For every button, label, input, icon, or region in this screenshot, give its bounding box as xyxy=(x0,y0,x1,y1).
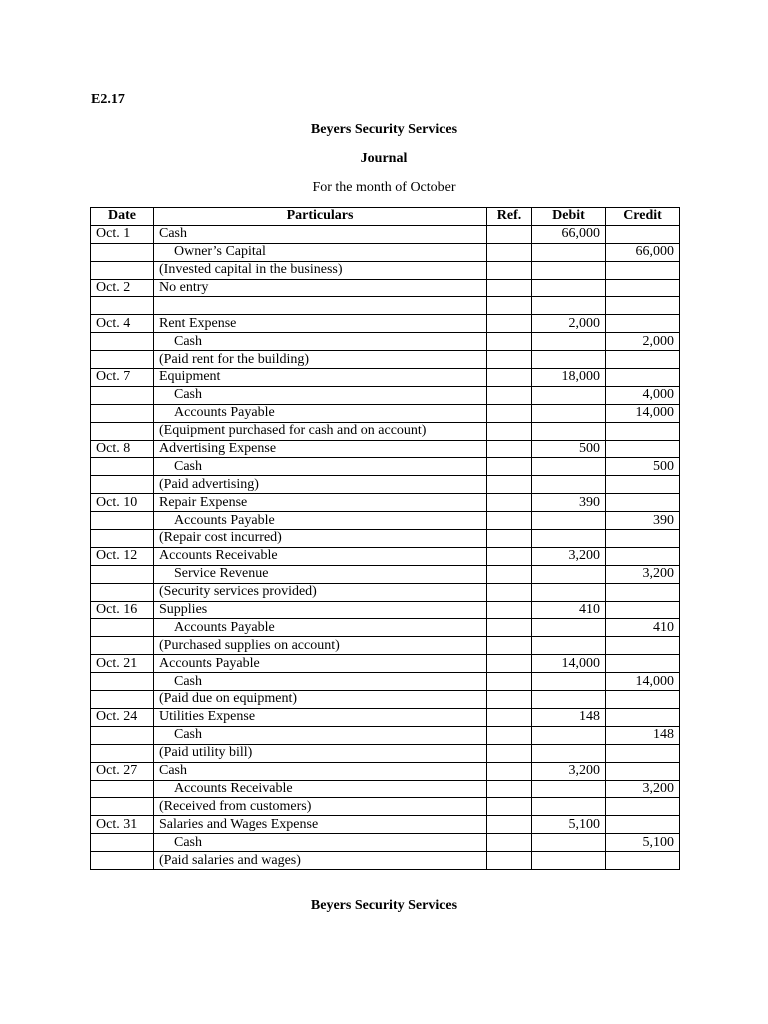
debit-cell xyxy=(532,351,606,369)
header-particulars: Particulars xyxy=(154,208,487,226)
journal-row xyxy=(91,243,680,261)
date-cell xyxy=(91,637,154,655)
particulars-cell: (Paid rent for the building) xyxy=(154,351,487,369)
debit-cell: 390 xyxy=(532,494,606,512)
ref-cell xyxy=(487,333,532,351)
debit-cell xyxy=(532,744,606,762)
debit-cell: 500 xyxy=(532,440,606,458)
credit-cell xyxy=(606,494,680,512)
debit-cell xyxy=(532,637,606,655)
ref-cell xyxy=(487,386,532,404)
credit-cell xyxy=(606,530,680,548)
journal-row xyxy=(91,494,680,512)
particulars-cell: (Paid salaries and wages) xyxy=(154,852,487,870)
particulars-cell: Owner’s Capital xyxy=(154,243,487,261)
debit-cell: 2,000 xyxy=(532,315,606,333)
journal-row xyxy=(91,726,680,744)
ref-cell xyxy=(487,798,532,816)
date-cell xyxy=(91,458,154,476)
debit-cell: 3,200 xyxy=(532,547,606,565)
header-ref: Ref. xyxy=(487,208,532,226)
debit-cell xyxy=(532,530,606,548)
journal-row xyxy=(91,225,680,243)
particulars-cell: Cash xyxy=(154,225,487,243)
particulars-cell: Accounts Receivable xyxy=(154,547,487,565)
date-cell xyxy=(91,351,154,369)
journal-row xyxy=(91,673,680,691)
ref-cell xyxy=(487,404,532,422)
journal-header-row xyxy=(91,208,680,226)
particulars-cell: Supplies xyxy=(154,601,487,619)
debit-cell xyxy=(532,333,606,351)
ref-cell xyxy=(487,601,532,619)
ref-cell xyxy=(487,494,532,512)
debit-cell xyxy=(532,780,606,798)
date-cell xyxy=(91,673,154,691)
ref-cell xyxy=(487,351,532,369)
date-cell xyxy=(91,422,154,440)
debit-cell xyxy=(532,261,606,279)
date-cell xyxy=(91,530,154,548)
journal-row xyxy=(91,404,680,422)
particulars-cell: Service Revenue xyxy=(154,565,487,583)
particulars-cell: (Repair cost incurred) xyxy=(154,530,487,548)
ref-cell xyxy=(487,297,532,315)
debit-cell xyxy=(532,404,606,422)
date-cell xyxy=(91,834,154,852)
debit-cell xyxy=(532,619,606,637)
date-cell xyxy=(91,691,154,709)
credit-cell xyxy=(606,440,680,458)
date-cell xyxy=(91,386,154,404)
credit-cell: 4,000 xyxy=(606,386,680,404)
debit-cell xyxy=(532,834,606,852)
debit-cell xyxy=(532,386,606,404)
journal-row xyxy=(91,279,680,297)
journal-row xyxy=(91,655,680,673)
ref-cell xyxy=(487,315,532,333)
debit-cell: 18,000 xyxy=(532,369,606,387)
date-cell xyxy=(91,565,154,583)
ref-cell xyxy=(487,440,532,458)
credit-cell: 148 xyxy=(606,726,680,744)
credit-cell: 14,000 xyxy=(606,673,680,691)
ref-cell xyxy=(487,583,532,601)
debit-cell xyxy=(532,297,606,315)
credit-cell xyxy=(606,798,680,816)
credit-cell: 410 xyxy=(606,619,680,637)
date-cell: Oct. 27 xyxy=(91,762,154,780)
particulars-cell: Cash xyxy=(154,762,487,780)
ref-cell xyxy=(487,655,532,673)
journal-row xyxy=(91,297,680,315)
debit-cell xyxy=(532,726,606,744)
debit-cell xyxy=(532,691,606,709)
particulars-cell: (Paid advertising) xyxy=(154,476,487,494)
particulars-cell: (Received from customers) xyxy=(154,798,487,816)
debit-cell xyxy=(532,476,606,494)
date-cell xyxy=(91,512,154,530)
footer-company-title: Beyers Security Services xyxy=(310,898,458,913)
credit-cell xyxy=(606,852,680,870)
credit-cell xyxy=(606,422,680,440)
ref-cell xyxy=(487,619,532,637)
debit-cell: 66,000 xyxy=(532,225,606,243)
date-cell xyxy=(91,852,154,870)
journal-row xyxy=(91,333,680,351)
date-cell: Oct. 21 xyxy=(91,655,154,673)
credit-cell: 3,200 xyxy=(606,780,680,798)
date-cell: Oct. 24 xyxy=(91,708,154,726)
particulars-cell xyxy=(154,297,487,315)
credit-cell xyxy=(606,583,680,601)
particulars-cell: Equipment xyxy=(154,369,487,387)
credit-cell xyxy=(606,762,680,780)
credit-cell xyxy=(606,315,680,333)
date-cell: Oct. 1 xyxy=(91,225,154,243)
ref-cell xyxy=(487,512,532,530)
ref-cell xyxy=(487,744,532,762)
credit-cell xyxy=(606,261,680,279)
credit-cell: 2,000 xyxy=(606,333,680,351)
date-cell: Oct. 31 xyxy=(91,816,154,834)
particulars-cell: Rent Expense xyxy=(154,315,487,333)
journal-row xyxy=(91,852,680,870)
debit-cell xyxy=(532,422,606,440)
particulars-cell: (Security services provided) xyxy=(154,583,487,601)
credit-cell xyxy=(606,708,680,726)
journal-row xyxy=(91,512,680,530)
debit-cell xyxy=(532,458,606,476)
credit-cell xyxy=(606,297,680,315)
journal-row xyxy=(91,261,680,279)
debit-cell: 148 xyxy=(532,708,606,726)
ref-cell xyxy=(487,261,532,279)
particulars-cell: Salaries and Wages Expense xyxy=(154,816,487,834)
journal-row xyxy=(91,547,680,565)
date-cell xyxy=(91,476,154,494)
journal-row xyxy=(91,601,680,619)
ref-cell xyxy=(487,369,532,387)
date-cell: Oct. 12 xyxy=(91,547,154,565)
particulars-cell: Cash xyxy=(154,386,487,404)
credit-cell: 3,200 xyxy=(606,565,680,583)
journal-row xyxy=(91,565,680,583)
date-cell xyxy=(91,583,154,601)
particulars-cell: (Paid utility bill) xyxy=(154,744,487,762)
date-cell xyxy=(91,404,154,422)
particulars-cell: (Equipment purchased for cash and on account) xyxy=(154,422,487,440)
journal-row xyxy=(91,369,680,387)
header-date: Date xyxy=(91,208,154,226)
debit-cell xyxy=(532,673,606,691)
credit-cell xyxy=(606,476,680,494)
particulars-cell: Cash xyxy=(154,458,487,476)
ref-cell xyxy=(487,279,532,297)
date-cell: Oct. 4 xyxy=(91,315,154,333)
particulars-cell: Repair Expense xyxy=(154,494,487,512)
date-cell xyxy=(91,726,154,744)
journal-row xyxy=(91,708,680,726)
particulars-cell: Cash xyxy=(154,673,487,691)
particulars-cell: Accounts Payable xyxy=(154,404,487,422)
date-cell xyxy=(91,261,154,279)
credit-cell xyxy=(606,691,680,709)
ref-cell xyxy=(487,422,532,440)
debit-cell: 14,000 xyxy=(532,655,606,673)
ref-cell xyxy=(487,673,532,691)
ref-cell xyxy=(487,762,532,780)
date-cell xyxy=(91,243,154,261)
debit-cell xyxy=(532,279,606,297)
credit-cell: 5,100 xyxy=(606,834,680,852)
date-cell xyxy=(91,333,154,351)
exercise-label: E2.17 xyxy=(91,92,125,107)
credit-cell xyxy=(606,369,680,387)
journal-row xyxy=(91,458,680,476)
credit-cell xyxy=(606,225,680,243)
journal-row xyxy=(91,780,680,798)
credit-cell: 500 xyxy=(606,458,680,476)
debit-cell: 410 xyxy=(532,601,606,619)
particulars-cell: Cash xyxy=(154,726,487,744)
date-cell: Oct. 16 xyxy=(91,601,154,619)
particulars-cell: Accounts Payable xyxy=(154,655,487,673)
debit-cell: 5,100 xyxy=(532,816,606,834)
ref-cell xyxy=(487,834,532,852)
date-cell: Oct. 7 xyxy=(91,369,154,387)
particulars-cell: (Purchased supplies on account) xyxy=(154,637,487,655)
debit-cell xyxy=(532,512,606,530)
journal-row xyxy=(91,816,680,834)
ref-cell xyxy=(487,530,532,548)
ref-cell xyxy=(487,637,532,655)
ref-cell xyxy=(487,852,532,870)
credit-cell xyxy=(606,744,680,762)
journal-row xyxy=(91,351,680,369)
credit-cell: 14,000 xyxy=(606,404,680,422)
credit-cell xyxy=(606,816,680,834)
ref-cell xyxy=(487,225,532,243)
journal-row xyxy=(91,583,680,601)
date-cell: Oct. 10 xyxy=(91,494,154,512)
credit-cell xyxy=(606,547,680,565)
particulars-cell: (Paid due on equipment) xyxy=(154,691,487,709)
date-cell xyxy=(91,619,154,637)
journal-row xyxy=(91,440,680,458)
particulars-cell: No entry xyxy=(154,279,487,297)
journal-row xyxy=(91,530,680,548)
debit-cell xyxy=(532,583,606,601)
journal-body xyxy=(91,225,680,869)
debit-cell xyxy=(532,798,606,816)
credit-cell xyxy=(606,601,680,619)
particulars-cell: Cash xyxy=(154,333,487,351)
period-line: For the month of October xyxy=(312,180,456,195)
journal-table xyxy=(90,207,680,870)
ref-cell xyxy=(487,780,532,798)
ref-cell xyxy=(487,476,532,494)
particulars-cell: Accounts Payable xyxy=(154,619,487,637)
journal-row xyxy=(91,798,680,816)
credit-cell: 66,000 xyxy=(606,243,680,261)
date-cell: Oct. 8 xyxy=(91,440,154,458)
journal-row xyxy=(91,637,680,655)
ref-cell xyxy=(487,816,532,834)
header-credit: Credit xyxy=(606,208,680,226)
credit-cell xyxy=(606,637,680,655)
ref-cell xyxy=(487,691,532,709)
debit-cell: 3,200 xyxy=(532,762,606,780)
debit-cell xyxy=(532,565,606,583)
debit-cell xyxy=(532,243,606,261)
journal-row xyxy=(91,834,680,852)
ref-cell xyxy=(487,458,532,476)
particulars-cell: (Invested capital in the business) xyxy=(154,261,487,279)
ref-cell xyxy=(487,243,532,261)
ref-cell xyxy=(487,565,532,583)
journal-title: Journal xyxy=(360,151,408,166)
date-cell xyxy=(91,780,154,798)
ref-cell xyxy=(487,708,532,726)
date-cell: Oct. 2 xyxy=(91,279,154,297)
journal-row xyxy=(91,386,680,404)
particulars-cell: Accounts Payable xyxy=(154,512,487,530)
credit-cell xyxy=(606,655,680,673)
company-title: Beyers Security Services xyxy=(310,122,458,137)
journal-row xyxy=(91,619,680,637)
particulars-cell: Accounts Receivable xyxy=(154,780,487,798)
ref-cell xyxy=(487,547,532,565)
header-debit: Debit xyxy=(532,208,606,226)
ref-cell xyxy=(487,726,532,744)
journal-row xyxy=(91,762,680,780)
journal-row xyxy=(91,744,680,762)
date-cell xyxy=(91,744,154,762)
date-cell xyxy=(91,297,154,315)
particulars-cell: Cash xyxy=(154,834,487,852)
credit-cell xyxy=(606,351,680,369)
credit-cell: 390 xyxy=(606,512,680,530)
journal-row xyxy=(91,315,680,333)
debit-cell xyxy=(532,852,606,870)
credit-cell xyxy=(606,279,680,297)
journal-row xyxy=(91,476,680,494)
particulars-cell: Advertising Expense xyxy=(154,440,487,458)
date-cell xyxy=(91,798,154,816)
journal-row xyxy=(91,422,680,440)
journal-row xyxy=(91,691,680,709)
particulars-cell: Utilities Expense xyxy=(154,708,487,726)
